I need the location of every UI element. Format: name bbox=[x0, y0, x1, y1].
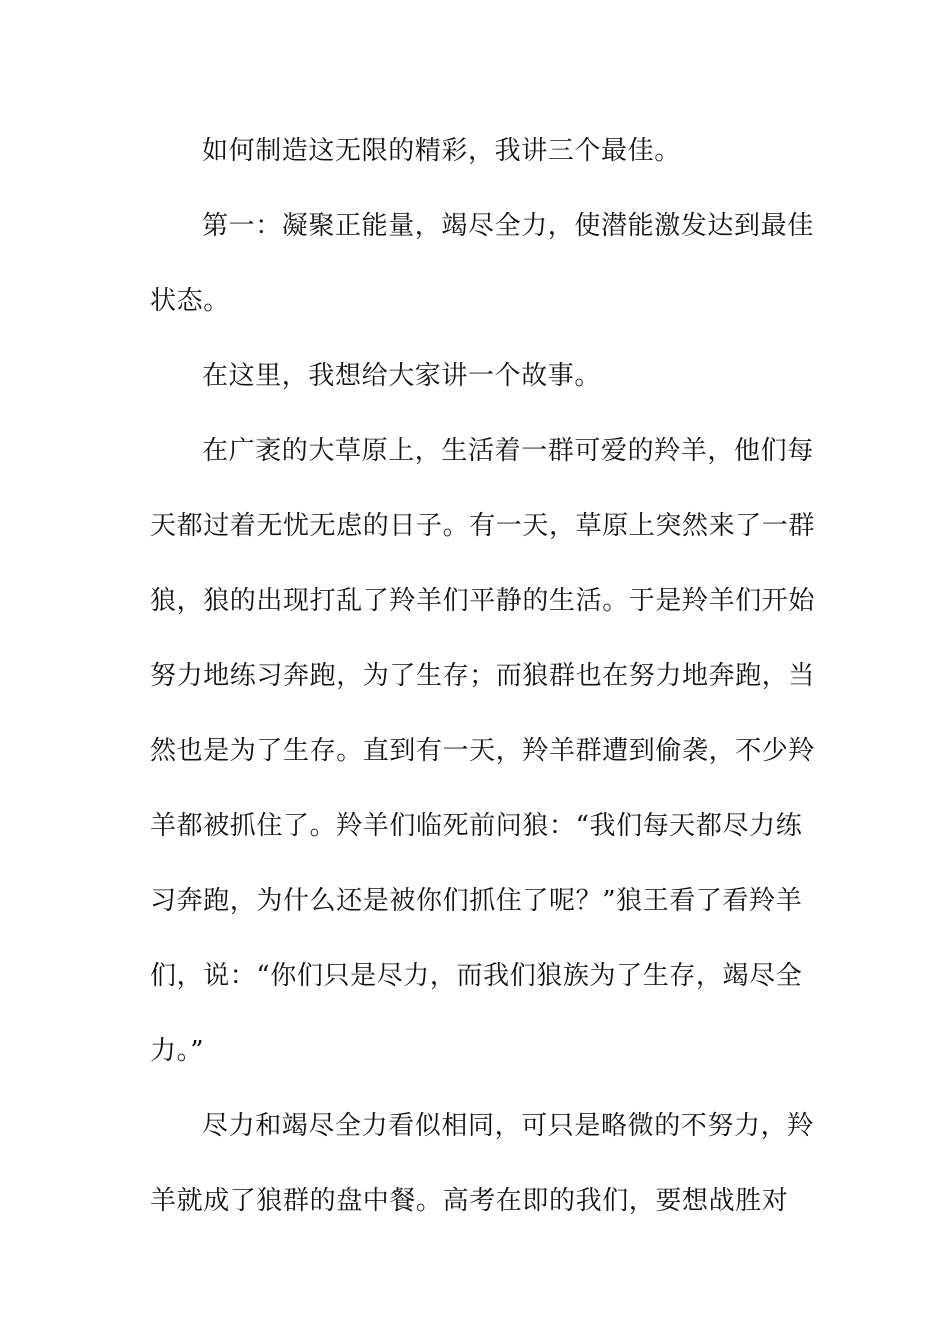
paragraph-1-line-1: 如何制造这无限的精彩，我讲三个最佳。 bbox=[202, 136, 681, 166]
document-body bbox=[150, 114, 816, 1239]
paragraph-2-line-2: 状态。 bbox=[150, 286, 230, 316]
paragraph-2-line-1: 第一：凝聚正能量，竭尽全力，使潜能激发达到最佳 bbox=[202, 211, 814, 241]
paragraph-4-line-3: 狼，狼的出现打乱了羚羊们平静的生活。于是羚羊们开始 bbox=[150, 586, 816, 616]
paragraph-5-line-1: 尽力和竭尽全力看似相同，可只是略微的不努力，羚 bbox=[202, 1111, 814, 1141]
paragraph-4-line-9: 力。” bbox=[150, 1036, 205, 1066]
paragraph-4-line-6: 羊都被抓住了。羚羊们临死前问狼：“我们每天都尽力练 bbox=[150, 811, 803, 841]
paragraph-4-line-2: 天都过着无忧无虑的日子。有一天，草原上突然来了一群 bbox=[150, 511, 816, 541]
paragraph-4-line-4: 努力地练习奔跑，为了生存；而狼群也在努力地奔跑，当 bbox=[150, 661, 816, 691]
paragraph-4-line-8: 们，说：“你们只是尽力，而我们狼族为了生存，竭尽全 bbox=[150, 961, 803, 991]
paragraph-3-line-1: 在这里，我想给大家讲一个故事。 bbox=[202, 361, 602, 391]
paragraph-5-line-2: 羊就成了狼群的盘中餐。高考在即的我们，要想战胜对 bbox=[150, 1186, 789, 1216]
paragraph-4-line-5: 然也是为了生存。直到有一天，羚羊群遭到偷袭，不少羚 bbox=[150, 736, 816, 766]
paragraph-4-line-7: 习奔跑，为什么还是被你们抓住了呢？”狼王看了看羚羊 bbox=[150, 886, 803, 916]
paragraph-4-line-1: 在广袤的大草原上，生活着一群可爱的羚羊，他们每 bbox=[202, 436, 814, 466]
